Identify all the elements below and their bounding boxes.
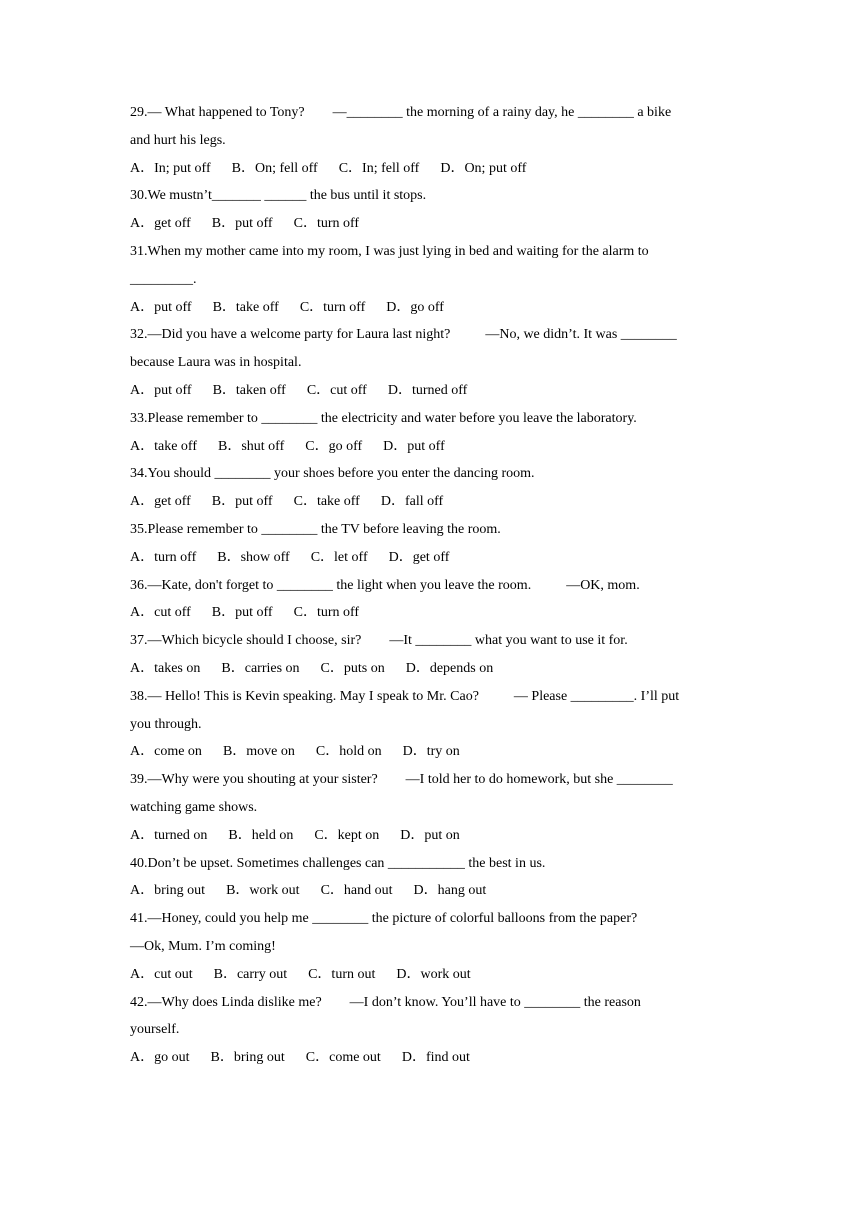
answer-option: D．fall off: [380, 494, 444, 510]
answer-option: A．bring out: [130, 883, 206, 899]
question-text-line: 36.—Kate, don't forget to ________ the light when you leave the room. —OK, mom.: [130, 577, 640, 593]
question-text-line: —Ok, Mum. I’m coming!: [130, 938, 276, 954]
answer-option: B．held on: [228, 827, 294, 843]
answer-option: C．turn off: [293, 216, 360, 232]
options-row: [130, 962, 730, 988]
answer-option: D．turned off: [387, 382, 468, 398]
question-text-line: and hurt his legs.: [130, 132, 226, 148]
options-row: [130, 156, 730, 182]
question-block: [130, 990, 730, 1072]
answer-option: B．put off: [211, 216, 273, 232]
question-block: [130, 100, 730, 182]
options-row: [130, 434, 730, 460]
question-text-line: yourself.: [130, 1022, 180, 1038]
question-block: [130, 906, 730, 988]
question-text-line: because Laura was in hospital.: [130, 355, 302, 371]
answer-option: B．carries on: [221, 660, 300, 676]
answer-option: D．put on: [400, 827, 460, 843]
answer-option: A．take off: [130, 438, 197, 454]
answer-option: B．carry out: [213, 966, 288, 982]
answer-option: B．show off: [217, 549, 290, 565]
question-block: [130, 461, 730, 515]
question-text-line: 32.—Did you have a welcome party for Laura last night? —No, we didn’t. It was ________: [130, 327, 677, 343]
options-row: [130, 878, 730, 904]
answer-option: D．put off: [383, 438, 445, 454]
options-row: [130, 1045, 730, 1071]
question-block: [130, 239, 730, 321]
worksheet-page: [130, 100, 730, 1073]
question-text-line: 33.Please remember to ________ the electricity and water before you leave the laboratory.: [130, 410, 637, 426]
answer-option: B．take off: [212, 299, 279, 315]
answer-option: D．get off: [388, 549, 450, 565]
answer-option: D．On; put off: [440, 160, 527, 176]
answer-option: C．turn out: [308, 966, 376, 982]
answer-option: D．try on: [402, 744, 460, 760]
answer-option: B．shut off: [218, 438, 285, 454]
question-block: [130, 767, 730, 849]
answer-option: D．depends on: [405, 660, 494, 676]
question-text-line: 29.— What happened to Tony? —________ the morning of a rainy day, he ________ a bike: [130, 105, 672, 120]
answer-option: C．turn off: [293, 605, 360, 621]
answer-option: A．get off: [130, 494, 191, 510]
answer-option: C．hand out: [320, 883, 393, 899]
answer-option: B．put off: [211, 494, 273, 510]
answer-option: C．turn off: [299, 299, 366, 315]
question-block: [130, 684, 730, 766]
answer-option: B．taken off: [212, 382, 286, 398]
answer-option: A．In; put off: [130, 160, 211, 176]
question-text-line: 35.Please remember to ________ the TV before leaving the room.: [130, 521, 501, 537]
answer-option: C．cut off: [306, 382, 367, 398]
options-row: [130, 545, 730, 571]
options-row: [130, 295, 730, 321]
answer-option: C．puts on: [320, 660, 385, 676]
options-row: [130, 600, 730, 626]
question-text-line: _________.: [130, 271, 197, 287]
question-text-line: 38.— Hello! This is Kevin speaking. May I speak to Mr. Cao? — Please _________. I’ll put: [130, 688, 680, 704]
question-text-line: 30.We mustn’t_______ ______ the bus until it stops.: [130, 188, 427, 204]
question-block: [130, 406, 730, 460]
question-block: [130, 183, 730, 237]
options-row: [130, 489, 730, 515]
options-row: [130, 823, 730, 849]
options-row: [130, 656, 730, 682]
answer-option: B．move on: [222, 744, 295, 760]
question-block: [130, 628, 730, 682]
answer-option: A．turn off: [130, 549, 197, 565]
answer-option: A．get off: [130, 216, 191, 232]
question-text-line: watching game shows.: [130, 799, 258, 815]
question-text-line: 40.Don’t be upset. Sometimes challenges can ___________ the best in us.: [130, 855, 546, 871]
answer-option: D．go off: [386, 299, 444, 315]
answer-option: C．go off: [305, 438, 363, 454]
question-text-line: 31.When my mother came into my room, I was just lying in bed and waiting for the alarm to: [130, 243, 649, 259]
answer-option: C．In; fell off: [338, 160, 420, 176]
options-row: [130, 211, 730, 237]
answer-option: B．bring out: [210, 1050, 285, 1066]
answer-option: A．cut off: [130, 605, 191, 621]
answer-option: B．put off: [211, 605, 273, 621]
answer-option: A．come on: [130, 744, 202, 760]
answer-option: C．come out: [305, 1050, 381, 1066]
answer-option: C．hold on: [315, 744, 382, 760]
answer-option: A．cut out: [130, 966, 193, 982]
question-block: [130, 322, 730, 404]
answer-option: D．hang out: [413, 883, 487, 899]
options-row: [130, 378, 730, 404]
answer-option: B．On; fell off: [231, 160, 318, 176]
answer-option: C．let off: [310, 549, 368, 565]
answer-option: A．put off: [130, 299, 192, 315]
answer-option: C．kept on: [314, 827, 380, 843]
question-block: [130, 573, 730, 627]
answer-option: D．work out: [396, 966, 471, 982]
question-text-line: 39.—Why were you shouting at your sister? —I told her to do homework, but she ________: [130, 772, 673, 788]
options-row: [130, 739, 730, 765]
question-text-line: 34.You should ________ your shoes before you enter the dancing room.: [130, 466, 535, 482]
question-text-line: 37.—Which bicycle should I choose, sir? —It ________ what you want to use it for.: [130, 633, 628, 649]
answer-option: C．take off: [293, 494, 360, 510]
question-text-line: 41.—Honey, could you help me ________ the picture of colorful balloons from the paper?: [130, 911, 638, 927]
question-text-line: you through.: [130, 716, 202, 732]
answer-option: A．put off: [130, 382, 192, 398]
answer-option: B．work out: [226, 883, 300, 899]
answer-option: A．turned on: [130, 827, 208, 843]
answer-option: A．takes on: [130, 660, 201, 676]
question-text-line: 42.—Why does Linda dislike me? —I don’t know. You’ll have to ________ the reason: [130, 994, 641, 1010]
answer-option: A．go out: [130, 1050, 190, 1066]
answer-option: D．find out: [401, 1050, 470, 1066]
question-block: [130, 517, 730, 571]
question-block: [130, 851, 730, 905]
